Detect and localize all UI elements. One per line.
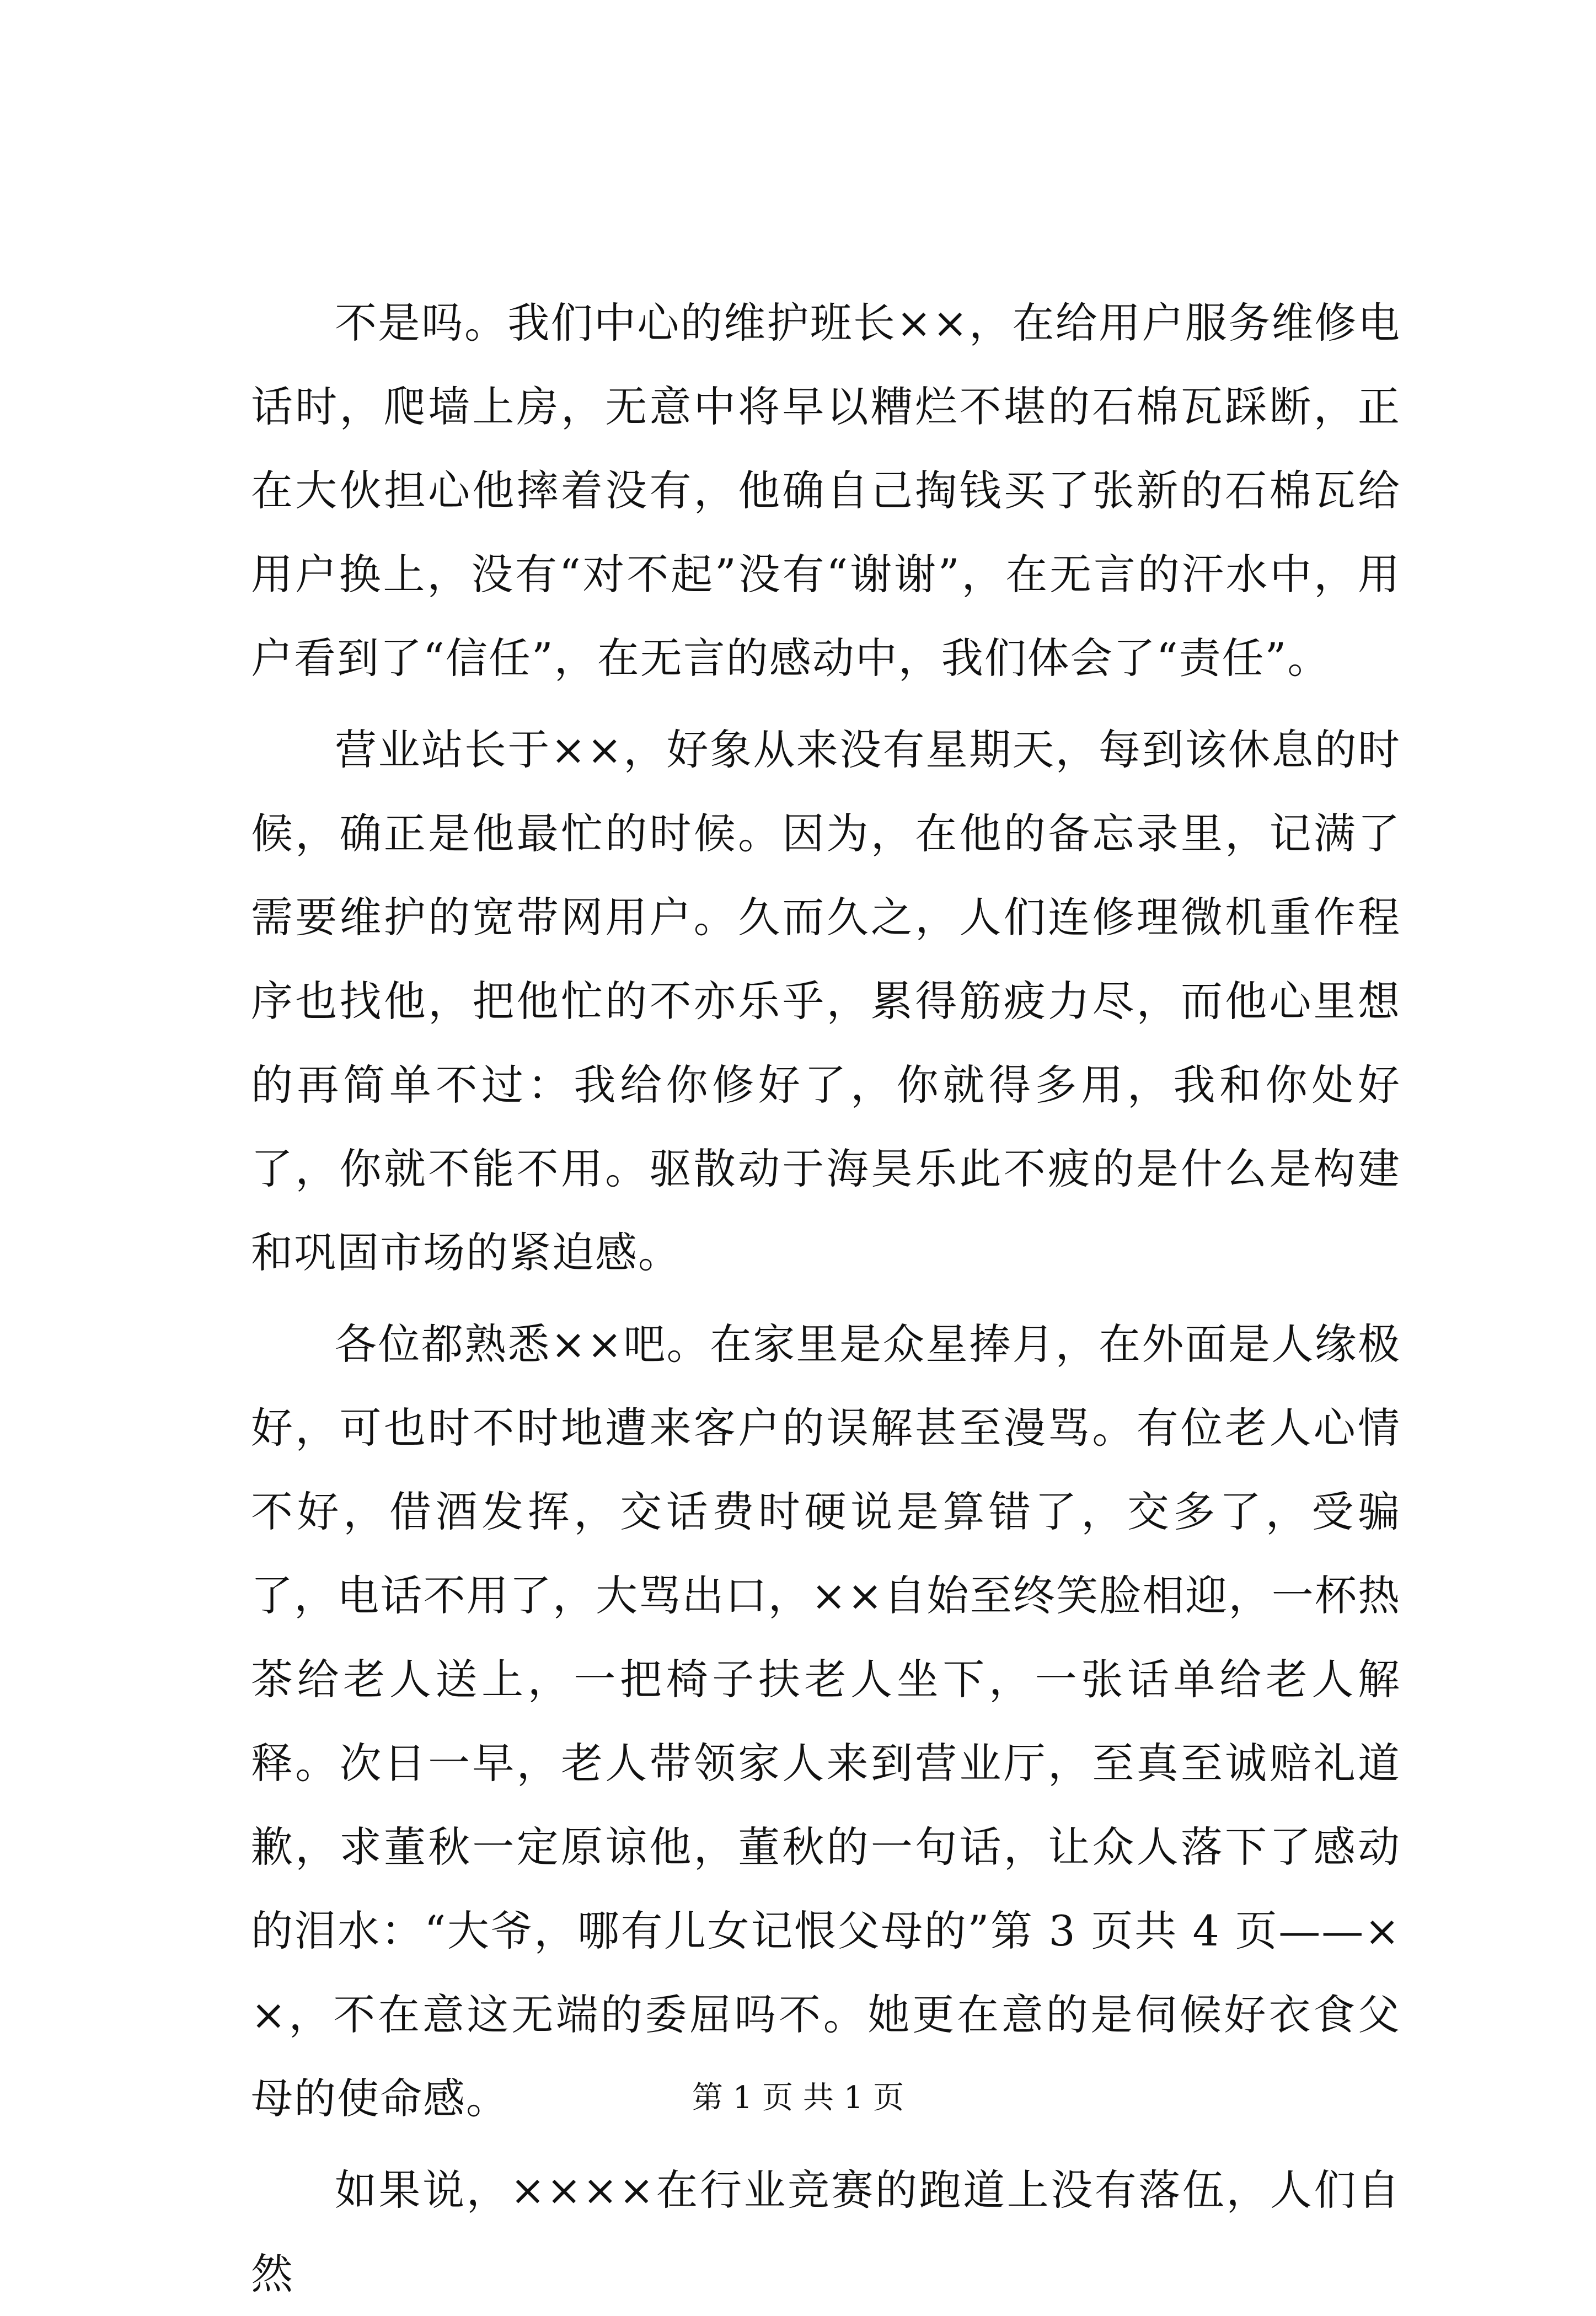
document-body: [251, 281, 1401, 2316]
paragraph-1: 不是吗。我们中心的维护班长××，在给用户服务维修电话时，爬墙上房，无意中将早以糟烂不堪的石棉瓦踩断，正在大伙担心他摔着没有，他确自己掏钱买了张新的石棉瓦给用户换上，没有“对不起”没有“谢谢”，在无言的汗水中，用户看到了“信任”，在无言的感动中，我们体会了“责任”。: [251, 298, 1401, 683]
paragraph-3: 各位都熟悉××吧。在家里是众星捧月，在外面是人缘极好，可也时不时地遭来客户的误解甚至漫骂。有位老人心情不好，借酒发挥，交话费时硬说是算错了，交多了，受骗了，电话不用了，大骂出口，××自始至终笑脸相迎，一杯热茶给老人送上，一把椅子扶老人坐下，一张话单给老人解释。次日一早，老人带领家人来到营业厅，至真至诚赔礼道歉，求董秋一定原谅他，董秋的一句话，让众人落下了感动的泪水：“大爷，哪有儿女记恨父母的”第 3 页共 4 页——××，不在意这无端的委屈吗不。她更在意的是伺候好衣食父母的使命感。: [251, 1320, 1401, 2123]
paragraph-4: 如果说，××××在行业竞赛的跑道上没有落伍，人们自然: [251, 2165, 1401, 2298]
paragraph-2: 营业站长于××，好象从来没有星期天，每到该休息的时候，确正是他最忙的时候。因为，在他的备忘录里，记满了需要维护的宽带网用户。久而久之，人们连修理微机重作程序也找他，把他忙的不亦乐乎，累得筋疲力尽，而他心里想的再简单不过：我给你修好了，你就得多用，我和你处好了，你就不能不用。驱散动于海昊乐此不疲的是什么是构建和巩固市场的紧迫感。: [251, 725, 1401, 1277]
page-footer: 第 1 页 共 1 页: [692, 2080, 904, 2116]
